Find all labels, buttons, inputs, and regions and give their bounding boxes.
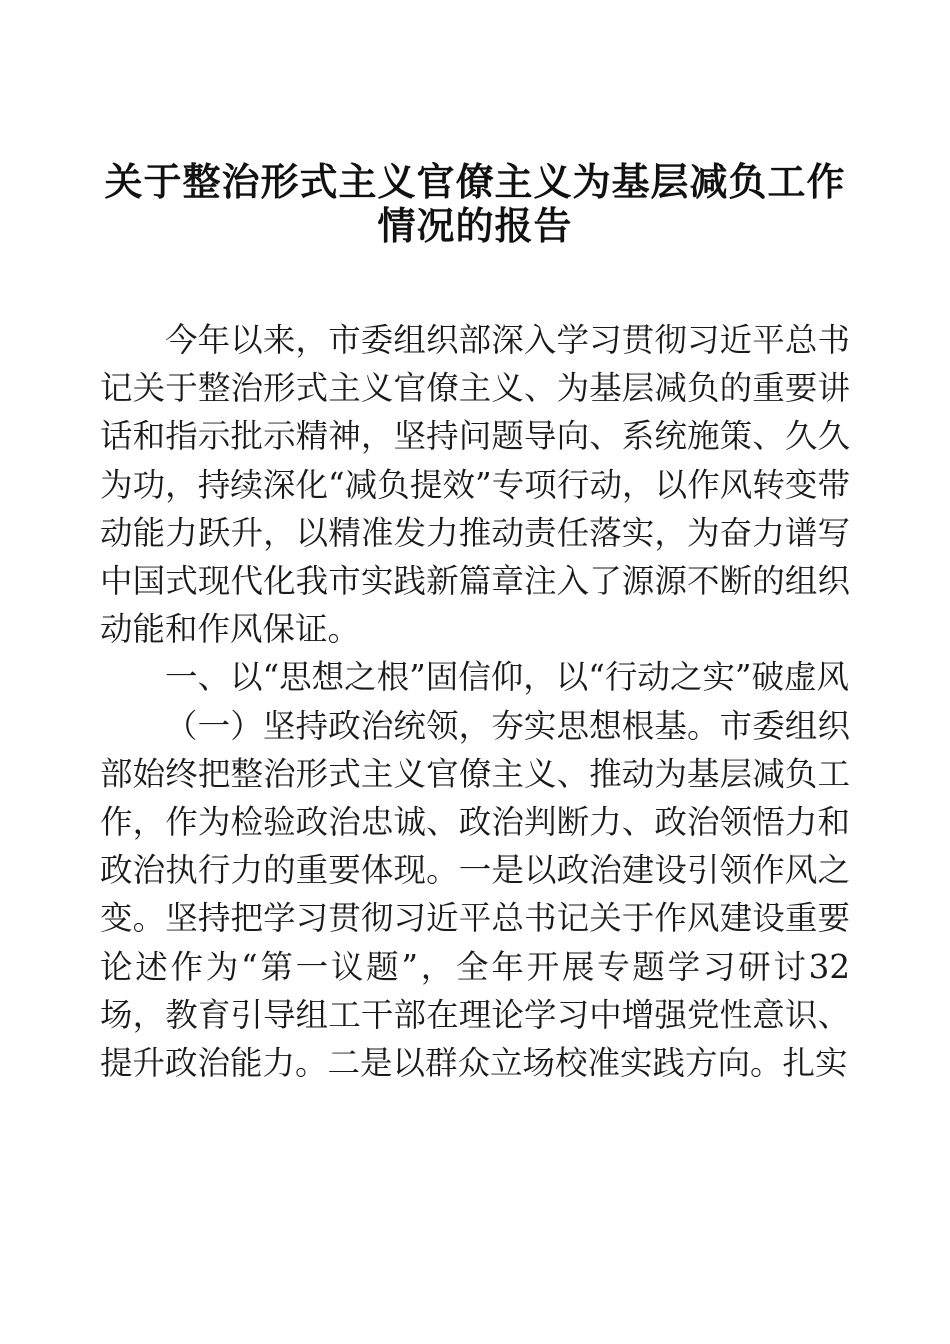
- subsection-paragraph: （一）坚持政治统领，夯实思想根基。市委组织部始终把整治形式主义官僚主义、推动为基层减负工作，作为检验政治忠诚、政治判断力、政治领悟力和政治执行力的重要体现。一是以政治建设引领作风之变。坚持把学习贯彻习近平总书记关于作风建设重要论述作为“第一议题”，全年开展专题学习研讨32场，教育引导组工干部在理论学习中增强党性意识、提升政治能力。二是以群众立场校准实践方向。扎实: [100, 706, 850, 1083]
- document-body: [100, 316, 850, 1087]
- document-title: 关于整治形式主义官僚主义为基层减负工作情况的报告: [104, 159, 846, 248]
- intro-paragraph: 今年以来，市委组织部深入学习贯彻习近平总书记关于整治形式主义官僚主义、为基层减负的重要讲话和指示批示精神，坚持问题导向、系统施策、久久为功，持续深化“减负提效”专项行动，以作风转变带动能力跃升，以精准发力推动责任落实，为奋力谱写中国式现代化我市实践新篇章注入了源源不断的组织动能和作风保证。: [100, 321, 850, 649]
- section-heading: 一、以“思想之根”固信仰，以“行动之实”破虚风: [165, 658, 849, 697]
